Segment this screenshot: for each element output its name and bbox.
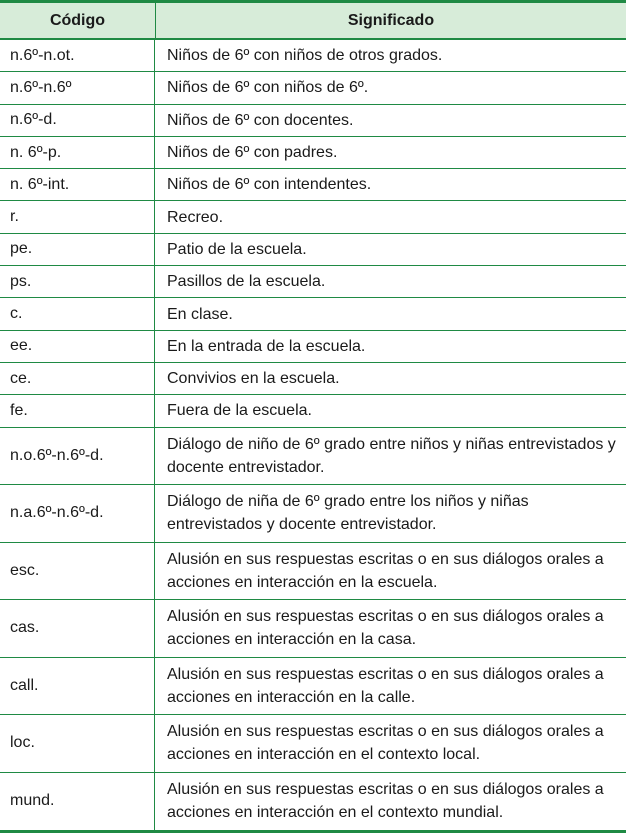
code-cell: ps. [0,266,155,297]
header-significado: Significado [347,11,435,29]
code-cell: n. 6º-int. [0,169,155,200]
meaning-cell: En clase. [167,305,233,323]
meaning-cell: Pasillos de la escuela. [167,273,326,291]
meaning-cell: Alusión en sus respuestas escritas o en sus diálogos orales a acciones en interacción en el contexto mundial. [167,781,604,822]
table-row [0,331,626,363]
table-row [0,72,626,104]
meaning-cell: Niños de 6º con niños de 6º. [167,79,369,97]
meaning-cell: Alusión en sus respuestas escritas o en sus diálogos orales a acciones en interacción en la casa. [167,608,604,649]
code-cell: n.a.6º-n.6º-d. [0,485,155,542]
meaning-cell: Recreo. [167,208,224,226]
table-row [0,137,626,169]
code-cell: n.6º-n.6º [0,72,155,103]
code-cell: esc. [0,543,155,600]
table-row [0,105,626,137]
meaning-cell: Patio de la escuela. [167,240,307,258]
meaning-cell: Diálogo de niña de 6º grado entre los niños y niñas entrevistados y docente entrevistador. [167,493,529,534]
code-cell: pe. [0,234,155,265]
table-row [0,40,626,72]
meaning-cell: Niños de 6º con padres. [167,144,338,162]
code-cell: n.o.6º-n.6º-d. [0,428,155,485]
meaning-cell: Convivios en la escuela. [167,370,340,388]
meaning-cell: Niños de 6º con intendentes. [167,176,372,194]
table-row [0,169,626,201]
table-row [0,773,626,831]
code-cell: fe. [0,395,155,426]
meaning-cell: Niños de 6º con docentes. [167,111,354,129]
code-cell: r. [0,201,155,232]
table-row [0,485,626,543]
code-cell: n.6º-d. [0,105,155,136]
code-cell: ce. [0,363,155,394]
table-row [0,658,626,716]
meaning-cell: Alusión en sus respuestas escritas o en sus diálogos orales a acciones en interacción en la escuela. [167,550,604,591]
code-cell: n.6º-n.ot. [0,40,155,71]
meaning-cell: Fuera de la escuela. [167,402,312,420]
code-cell: cas. [0,600,155,657]
table-header [0,0,626,40]
table-row [0,266,626,298]
table-row [0,395,626,427]
table-row [0,234,626,266]
code-cell: loc. [0,715,155,772]
meaning-cell: En la entrada de la escuela. [167,337,366,355]
table-row [0,543,626,601]
meaning-cell: Niños de 6º con niños de otros grados. [167,47,443,65]
code-cell: mund. [0,773,155,831]
table-row [0,201,626,233]
code-cell: call. [0,658,155,715]
meaning-cell: Alusión en sus respuestas escritas o en sus diálogos orales a acciones en interacción en el contexto local. [167,723,604,764]
code-cell: ee. [0,331,155,362]
header-codigo: Código [0,3,156,38]
table-row [0,298,626,330]
table-row [0,600,626,658]
table-row [0,363,626,395]
meaning-cell: Diálogo de niño de 6º grado entre niños y niñas entrevistados y docente entrevistador. [167,435,616,476]
code-cell: c. [0,298,155,329]
table-row [0,428,626,486]
table-row [0,715,626,773]
code-cell: n. 6º-p. [0,137,155,168]
meaning-cell: Alusión en sus respuestas escritas o en sus diálogos orales a acciones en interacción en la calle. [167,665,604,706]
